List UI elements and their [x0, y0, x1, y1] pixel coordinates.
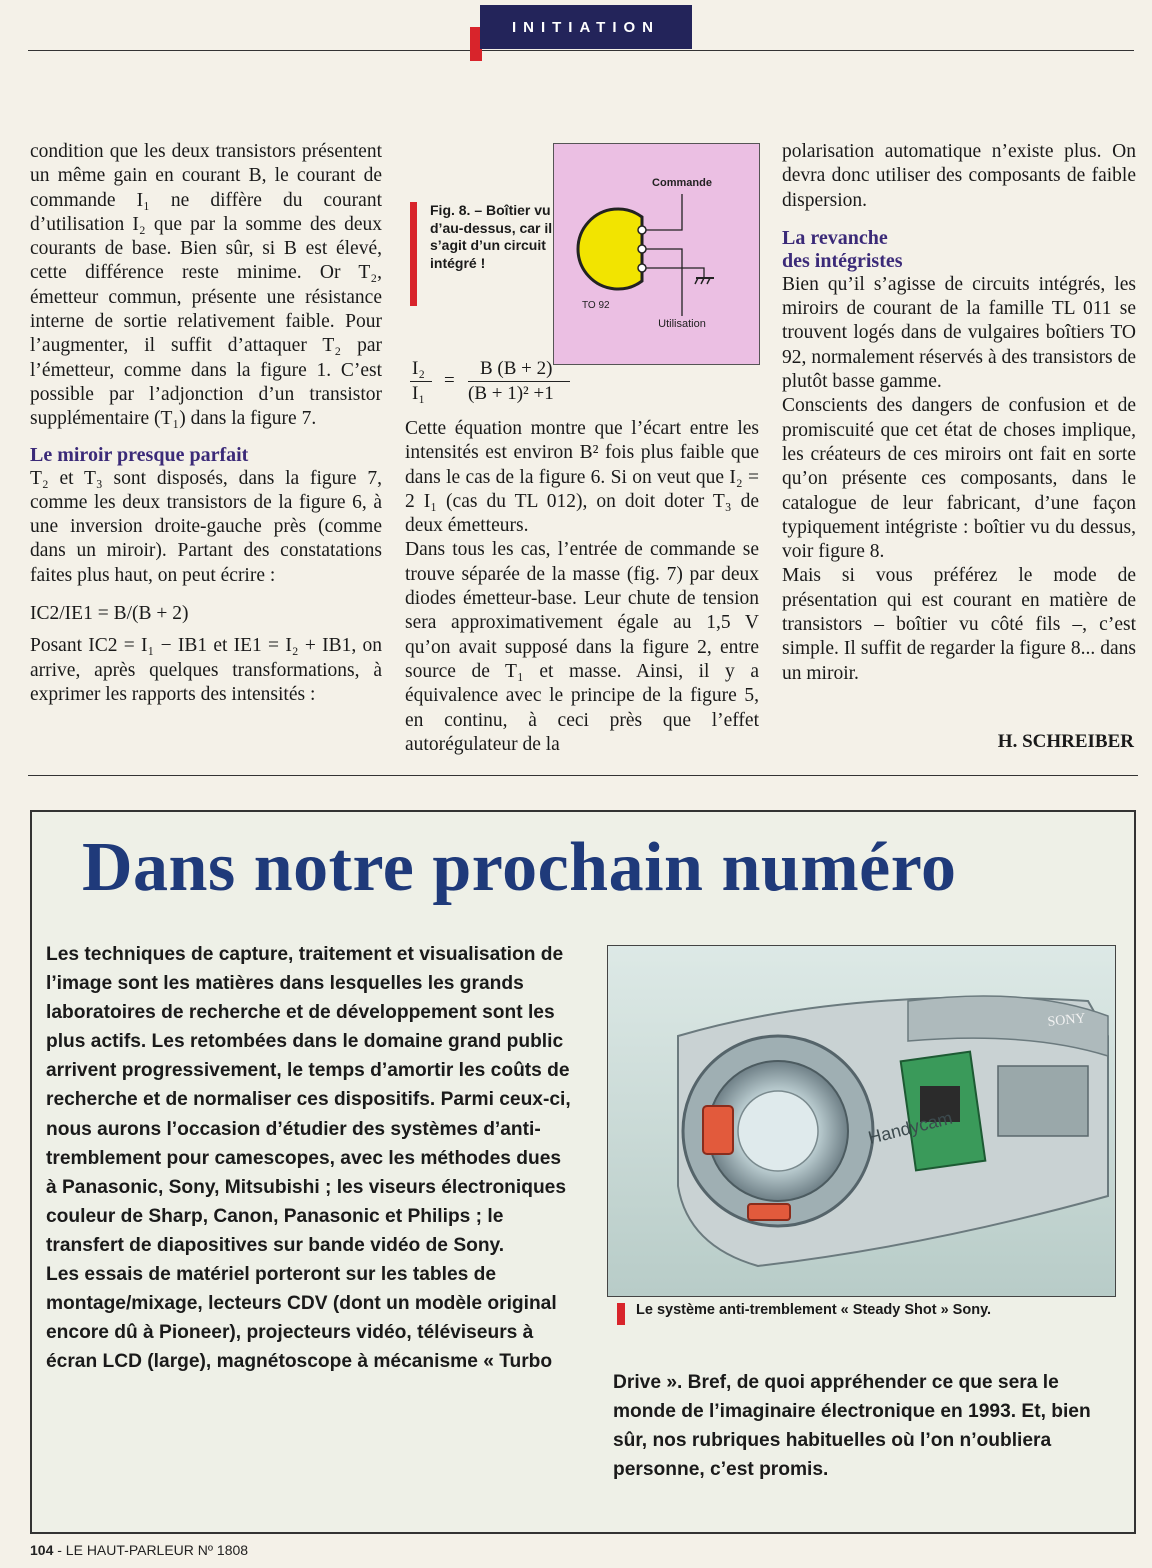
- col1-paragraph-1: condition que les deux transistors présentent un même gain en courant B, le courant de commande I₁ ne diffère du courant d’utilisation I₂ que par la somme des deux courants de base. Bien sûr, si B est élevé, cette différence reste minime. Or T₂, émetteur commun, présente une résistance interne de sortie relativement faible. Pour l’augmenter, il suffit d’attaquer T₂ par l’émetteur, comme dans la figure 1. C’est possible par l’adjonction d’un transistor supplémentaire (T₁) dans la figure 7.: [30, 141, 382, 430]
- column-3: [782, 140, 1136, 686]
- label-package: TO 92: [582, 300, 610, 311]
- next-issue-paragraph-3: Drive ». Bref, de quoi appréhender ce que sera le monde de l’imaginaire électronique en 1993. Et, bien sûr, nos rubriques habituelles où l’on n’oubliera personne, c’est promis.: [613, 1372, 1091, 1481]
- column-2: [405, 417, 759, 757]
- author-byline: H. SCHREIBER: [997, 731, 1134, 752]
- col3-paragraph-4: Mais si vous préférez le mode de présentation qui est courant en matière de transistors – boîtier vu côté fils –, c’est simple. Il suffit de regarder la figure 8... dans un miroir.: [782, 565, 1136, 684]
- section-label: INITIATION: [480, 5, 692, 49]
- next-issue-right-text: [613, 1368, 1113, 1484]
- next-issue-paragraph-2: Les essais de matériel porteront sur les tables de montage/mixage, lecteurs CDV (dont un modèle original encore dû à Pioneer), projecteurs vidéo, téléviseurs à écran LCD (large), magnétoscope à mécanisme « Turbo: [46, 1264, 557, 1373]
- label-utilisation: Utilisation: [658, 318, 706, 330]
- camcorder-illustration: [608, 946, 1115, 1296]
- label-command: Commande: [652, 177, 712, 189]
- photo-caption: Le système anti-tremblement « Steady Shot » Sony.: [636, 1302, 992, 1318]
- col1-subtitle: Le miroir presque parfait: [30, 443, 249, 466]
- col3-subtitle-line-1: La revanche: [782, 226, 888, 249]
- figure-8-caption: Fig. 8. – Boîtier vu d’au-dessus, car il s’agit d’un circuit intégré !: [430, 202, 553, 271]
- col2-paragraph-1: Cette équation montre que l’écart entre les intensités est environ B² fois plus faible que dans le cas de la figure 6. Si on veut que I₂ = 2 I₁ (cas du TL 012), on doit doter T₃ de deux émetteurs.: [405, 418, 759, 537]
- fraction-rhs-den: (B + 1)² +1: [468, 383, 554, 404]
- next-issue-paragraph-1: Les techniques de capture, traitement et visualisation de l’image sont les matières dans lesquelles les grands laboratoires de recherche et de développement sont les plus actifs. Les retombées dans le domaine grand public arrivent progressivement, le temps d’amortir les coûts de recherche et de normaliser ces dispositifs. Parmi ceux-ci, nous aurons l’occasion d’étudier des systèmes d’anti-tremblement pour camescopes, avec les méthodes dues à Panasonic, Sony, Mitsubishi ; les viseurs électroniques couleur de Sharp, Canon, Panasonic et Philips ; le transfert de diapositives sur bande vidéo de Sony.: [46, 944, 571, 1256]
- magazine-issue: - LE HAUT-PARLEUR Nº 1808: [53, 1542, 249, 1558]
- camcorder-brand-label: SONY: [1046, 1011, 1087, 1030]
- section-divider: [28, 775, 1138, 776]
- col3-paragraph-3: Conscients des dangers de confusion et de promiscuité que cet état de choses implique, les créateurs de ces miroirs ont fait en sorte qu’on présente ces composants, dans le catalogue de leur fabricant, d’une façon typiquement intégriste : boîtier vu du dessus, voir figure 8.: [782, 395, 1136, 563]
- next-issue-left-text: [46, 940, 576, 1376]
- col1-formula: IC2/IE1 = B/(B + 2): [30, 603, 189, 625]
- column-1: [30, 140, 382, 707]
- col1-paragraph-3: Posant IC2 = I₁ − IB1 et IE1 = I₂ + IB1, on arrive, après quelques transformations, à exprimer les rapports des intensités :: [30, 635, 382, 705]
- ratio-equation: [408, 356, 608, 412]
- col2-paragraph-2: Dans tous les cas, l’entrée de commande se trouve séparée de la masse (fig. 7) par deux diodes émetteur-base. Leur chute de tension sera approximativement égale au 1,5 V qu’on avait supposé dans la figure 2, entre source de T₁ et masse. Ainsi, il y a équivalence avec le principe de la figure 5, en continu, à ceci près que l’effet autorégulateur de la: [405, 539, 759, 755]
- fraction-rhs-num: B (B + 2): [480, 358, 553, 379]
- camcorder-photo: [607, 945, 1116, 1297]
- figure-8: [553, 143, 760, 365]
- package-body: [578, 209, 642, 289]
- to92-package-diagram: [554, 144, 759, 364]
- photo-caption-marker: [617, 1303, 625, 1325]
- col1-paragraph-2: T₂ et T₃ sont disposés, dans la figure 7, comme les deux transistors de la figure 6, à une inversion droite-gauche près (comme dans un miroir). Partant des constatations faites plus haut, on peut écrire :: [30, 467, 382, 586]
- col3-paragraph-2: Bien qu’il s’agisse de circuits intégrés, les miroirs de courant de la famille TL 011 se trouvent logés dans de vulgaires boîtiers TO 92, normalement réservés à des transistors de plutôt basse gamme.: [782, 273, 1136, 393]
- col3-paragraph-1: polarisation automatique n’existe plus. On devra donc utiliser des composants de faible dispersion.: [782, 141, 1136, 211]
- fraction-lhs-den: I₁: [412, 383, 425, 404]
- fraction-lhs-num: I₂: [412, 358, 425, 379]
- next-issue-title: Dans notre prochain numéro: [82, 829, 957, 906]
- camcorder-model-label: Handycam: [866, 1107, 955, 1148]
- col3-subtitle-line-2: des intégristes: [782, 249, 903, 272]
- page-footer: [30, 1542, 248, 1558]
- page-number: 104: [30, 1542, 54, 1558]
- fraction-equals: =: [444, 370, 455, 391]
- section-tab: [470, 5, 692, 61]
